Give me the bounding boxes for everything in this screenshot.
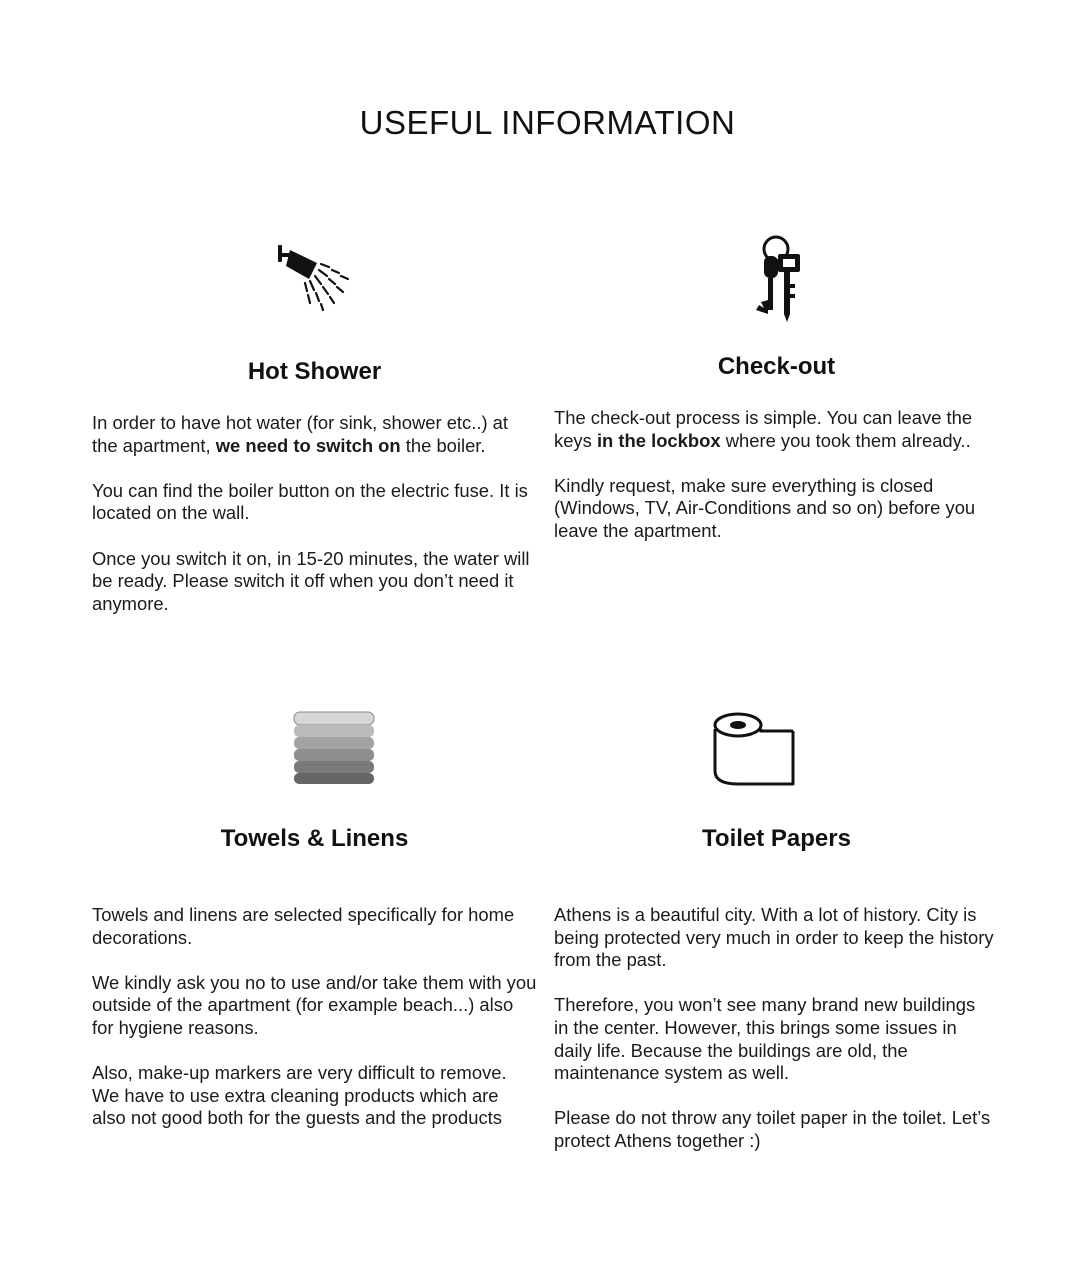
toilet-papers-paragraph-1: Athens is a beautiful city. With a lot of history. City is being protected very much in order to keep the history from the past. [554,904,994,971]
heading-toilet-papers: Toilet Papers [702,825,851,852]
hot-shower-paragraph-1: In order to have hot water (for sink, shower etc..) at the apartment, we need to switch on the boiler. [92,412,509,456]
hot-shower-paragraph-3: Once you switch it on, in 15-20 minutes, the water will be ready. Please switch it off when you don’t need it anymore. [92,547,530,614]
heading-towels-linens: Towels & Linens [220,825,409,852]
towels-paragraph-2: We kindly ask you no to use and/or take them with you outside of the apartment (for example beach...) also for hygiene reasons. [92,971,537,1038]
hot-shower-paragraph-2: You can find the boiler button on the electric fuse. It is located on the wall. [92,479,528,524]
toilet-papers-text [554,904,994,1153]
check-out-paragraph-1: The check-out process is simple. You can leave the keys in the lockbox where you took them already.. [554,407,973,451]
hot-shower-text [92,412,537,615]
towels-paragraph-3: Also, make-up markers are very difficult to remove. We have to use extra cleaning products which are also not good both for the guests and the products [92,1062,507,1129]
towels-stack-icon [290,708,378,786]
keys-icon [748,234,810,326]
check-out-text [554,407,994,543]
toilet-papers-paragraph-3: Please do not throw any toilet paper in the toilet. Let’s protect Athens together :) [554,1107,991,1151]
towels-text [92,904,537,1130]
page-title: USEFUL INFORMATION [359,104,736,141]
check-out-paragraph-2: Kindly request, make sure everything is closed (Windows, TV, Air-Conditions and so on) before you leave the apartment. [554,474,976,541]
heading-check-out: Check-out [717,353,836,380]
shower-icon [275,243,355,315]
toilet-paper-icon [711,711,799,787]
heading-hot-shower: Hot Shower [247,358,382,385]
towels-paragraph-1: Towels and linens are selected specifically for home decorations. [92,904,515,948]
toilet-papers-paragraph-2: Therefore, you won’t see many brand new buildings in the center. However, this brings some issues in daily life. Because the buildings are old, the maintenance system as well. [554,994,976,1084]
